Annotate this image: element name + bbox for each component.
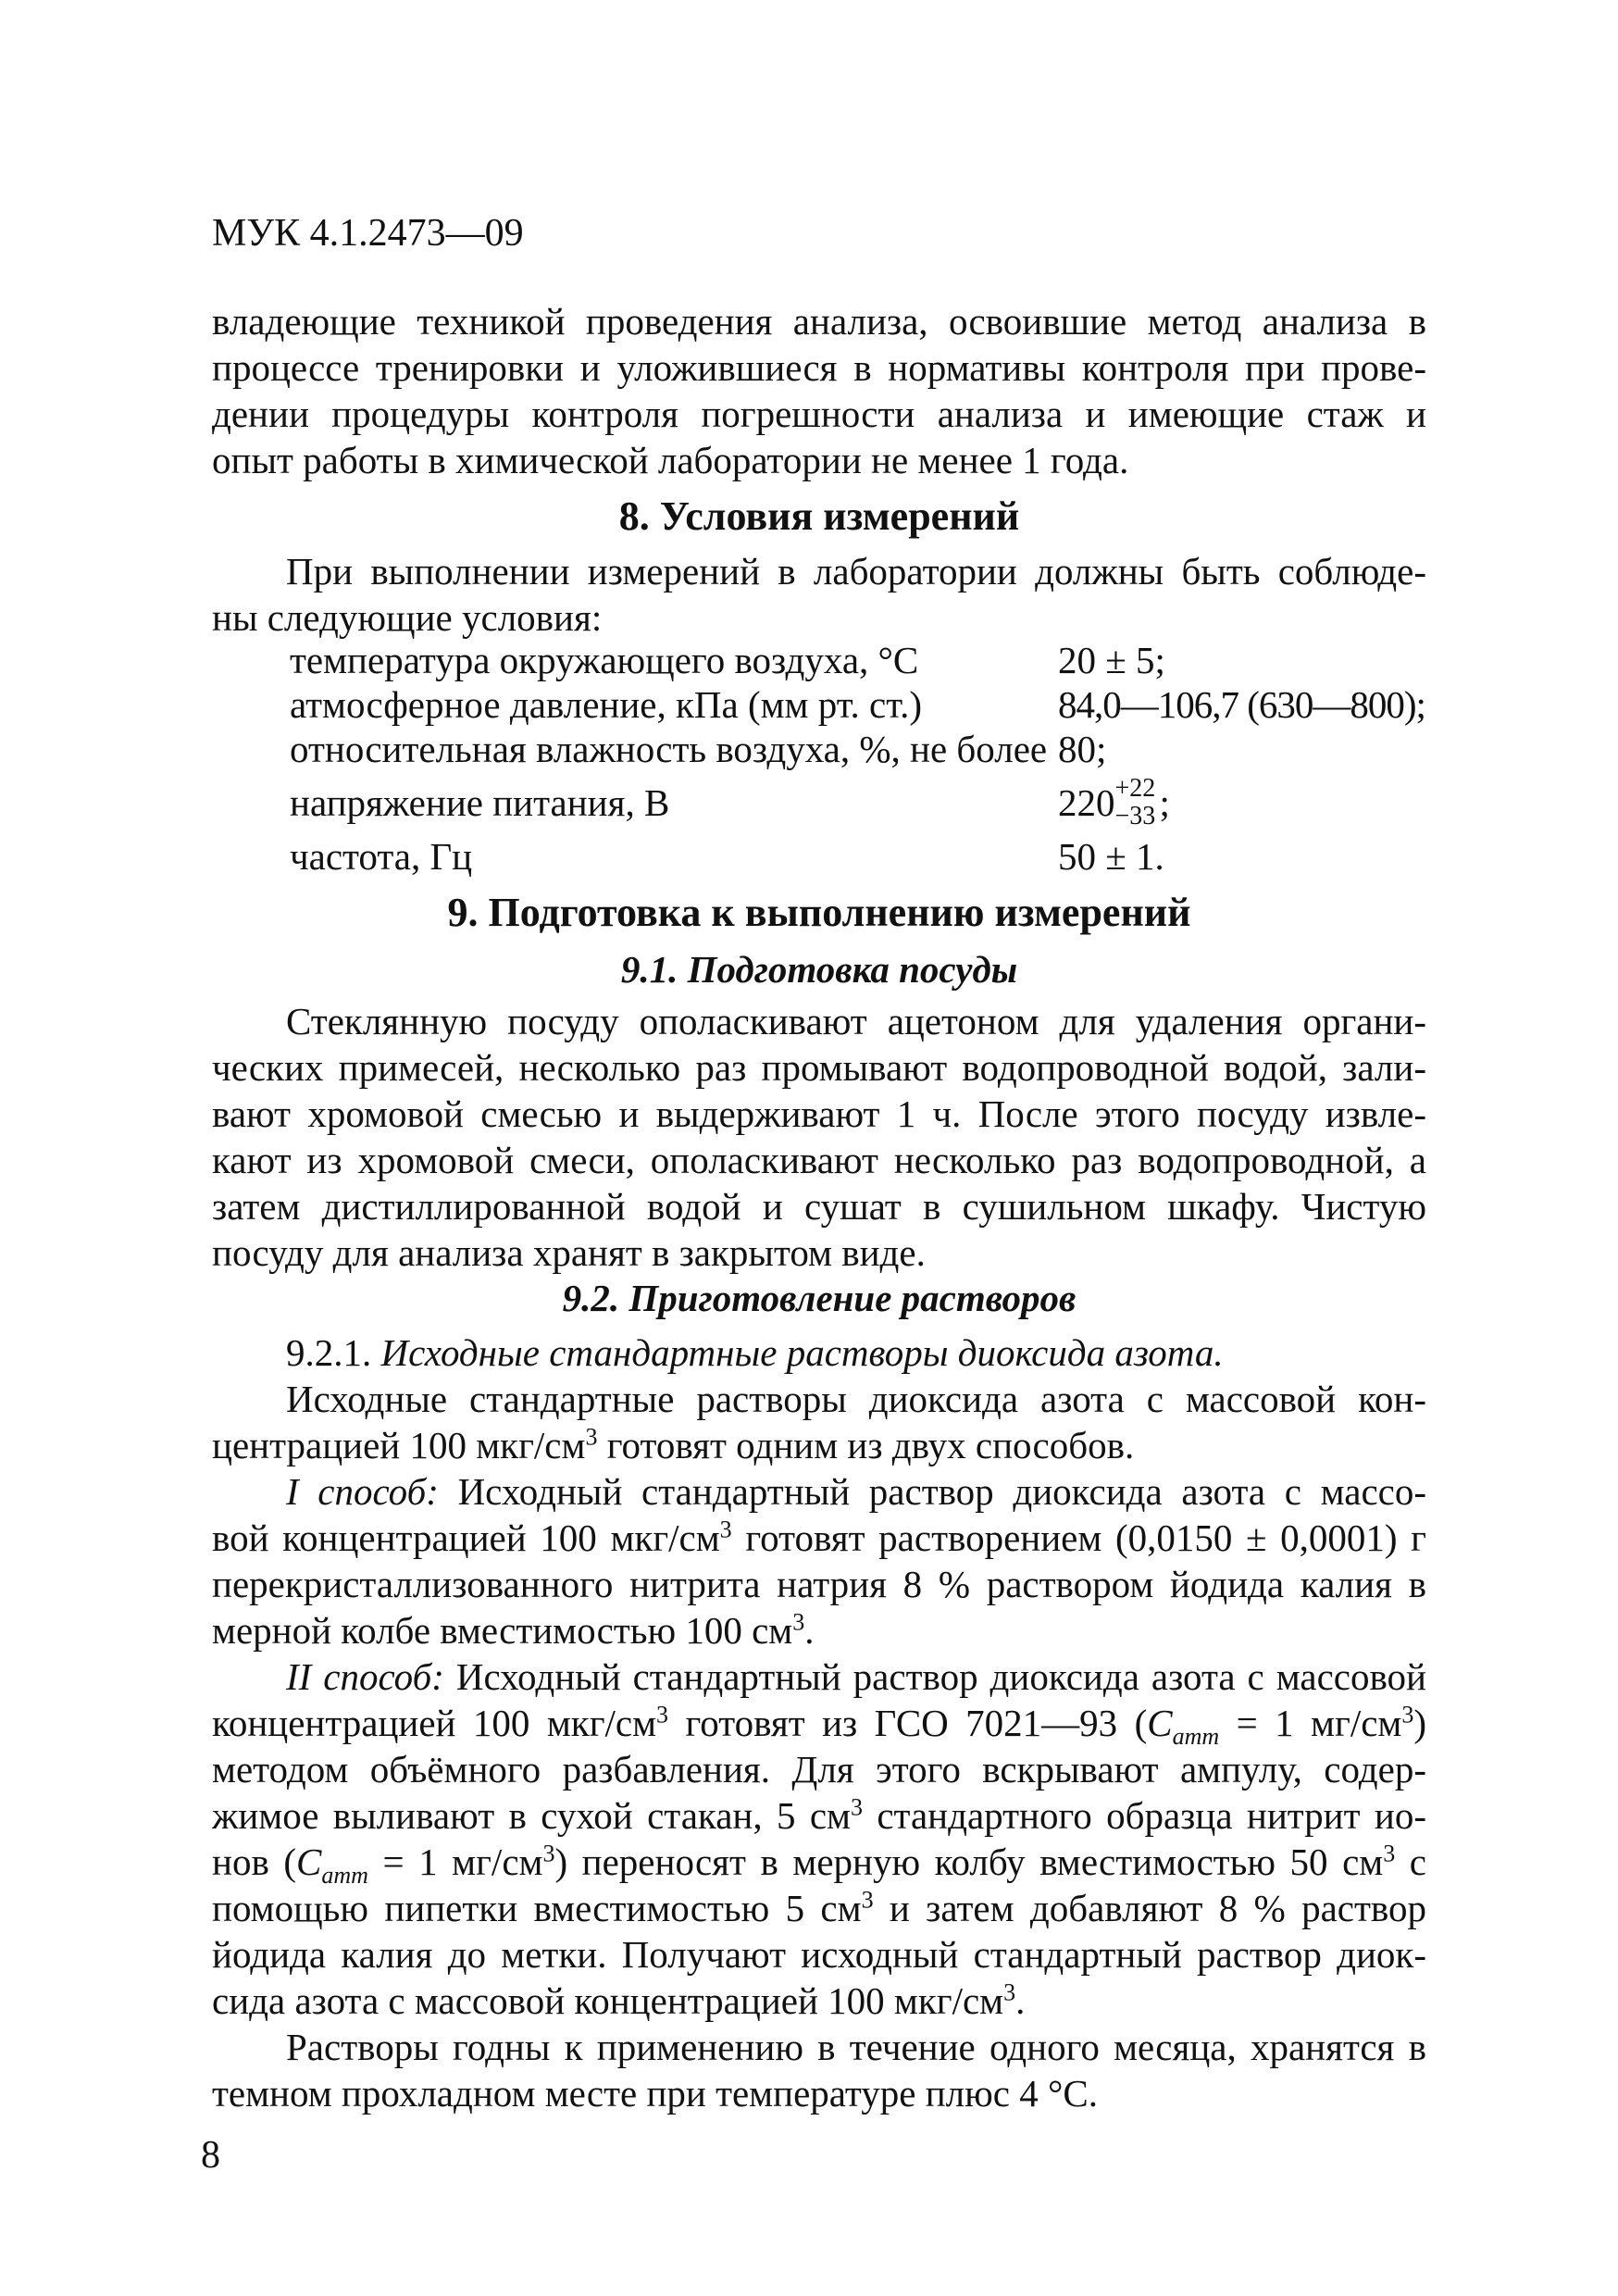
text-line [212, 1839, 1426, 1890]
subsection-9-2-title: 9.2. Приготовление растворов [562, 1277, 1077, 1319]
text-line: ческих примесей, несколько раз промывают водопроводной водой, зали- [212, 1046, 1426, 1089]
superscript: 3 [1003, 1978, 1016, 2006]
subsection-9-1-text [212, 998, 1426, 1276]
text-fragment: = 1 мг/см [367, 1841, 543, 1883]
voltage-tolerance [1114, 773, 1160, 830]
subscript: amm [1172, 1723, 1220, 1751]
page-number: 8 [201, 2134, 220, 2177]
text-fragment: концентрацией 100 мкг/см [212, 1702, 657, 1744]
text-fragment: готовят растворением (0,0150 ± 0,0001) г [731, 1516, 1427, 1559]
text-line [212, 1885, 1426, 1931]
text-fragment: центрацией 100 мкг/см [212, 1424, 586, 1466]
text-line [212, 1515, 1426, 1561]
text-fragment: Исходный стандартный раствор диоксида азота с массо- [438, 1470, 1427, 1513]
subsection-9-2-text [212, 1329, 1426, 2116]
superscript: 3 [861, 1886, 874, 1914]
intro-line: владеющие техникой проведения анализа, освоившие метод анализа в [212, 300, 1426, 343]
intro-line: дении процедуры контроля погрешности анализа и имеющие стаж и [212, 393, 1426, 435]
section-8-title: 8. Условия измерений [618, 493, 1020, 539]
tolerance-lower: −33 [1114, 801, 1156, 830]
method-2-label: II способ: [286, 1655, 444, 1698]
text-line: вают хромовой смесью и выдерживают 1 ч. После этого посуду извле- [212, 1092, 1426, 1135]
text-fragment: жимое выливают в сухой стакан, 5 см [212, 1794, 851, 1837]
text-line [212, 1607, 1426, 1653]
document-header: МУК 4.1.2473—09 [212, 212, 524, 255]
concentration-symbol: C [1147, 1702, 1173, 1744]
concentration-symbol: C [296, 1841, 322, 1883]
subsection-9-1-title: 9.1. Подготовка посуды [620, 948, 1018, 991]
condition-value: 80; [1058, 728, 1107, 770]
condition-value: 84,0—106,7 (630—800); [1058, 683, 1425, 726]
text-line [212, 1792, 1426, 1839]
text-line: темном прохладном месте при температуре плюс 4 °С. [212, 2072, 1098, 2115]
method-1-label: I способ: [286, 1470, 439, 1513]
voltage-value: 220 [1058, 781, 1115, 824]
text-fragment: нов ( [212, 1841, 296, 1883]
text-fragment: сида азота с массовой концентрацией 100 мкг/см [212, 1979, 1004, 2022]
subscript: amm [321, 1862, 368, 1890]
section-9-title: 9. Подготовка к выполнению измерений [447, 890, 1191, 935]
text-fragment: мерной колбе вместимостью 100 см [212, 1609, 793, 1652]
text-line [212, 1468, 1426, 1515]
text-fragment: стандартного образца нитрит ио- [862, 1794, 1426, 1837]
intro-paragraph [212, 298, 1426, 483]
condition-label: напряжение питания, В [290, 781, 670, 824]
section-8-intro-line: ны следующие условия: [212, 596, 603, 639]
text-fragment: = 1 мг/см [1219, 1702, 1402, 1744]
text-line: посуду для анализа хранят в закрытом виде. [212, 1231, 926, 1274]
text-line: Растворы годны к применению в течение одного месяца, хранятся в [286, 2026, 1426, 2068]
text-fragment: ) [1413, 1702, 1427, 1744]
clause-number: 9.2.1. [286, 1331, 372, 1374]
intro-line: опыт работы в химической лаборатории не менее 1 года. [212, 439, 1129, 481]
text-fragment: . [804, 1609, 815, 1652]
text-fragment: Исходный стандартный раствор диоксида азота с массовой [443, 1655, 1426, 1698]
condition-label: частота, Гц [290, 835, 473, 878]
text-line: перекристаллизованного нитрита натрия 8 % раствором йодида калия в [212, 1563, 1426, 1605]
intro-line: процессе тренировки и уложившиеся в нормативы контроля при прове- [212, 346, 1426, 389]
text-line [212, 1329, 1426, 1376]
condition-label: атмосферное давление, кПа (мм рт. ст.) [290, 683, 922, 726]
text-line [212, 1653, 1426, 1700]
text-fragment: готовят одним из двух способов. [597, 1424, 1135, 1466]
section-8-intro-line: При выполнении измерений в лаборатории должны быть соблюде- [286, 550, 1426, 593]
superscript: 3 [1401, 1701, 1414, 1728]
text-line: кают из хромовой смеси, ополаскивают несколько раз водопроводной, а [212, 1139, 1426, 1181]
text-fragment: и затем добавляют 8 % раствор [873, 1887, 1426, 1929]
text-line [212, 1422, 1426, 1468]
text-line: Исходные стандартные растворы диоксида азота с массовой кон- [286, 1378, 1426, 1420]
conditions-list [290, 637, 1438, 878]
text-line [212, 1978, 1426, 2024]
text-fragment: с [1395, 1841, 1426, 1883]
superscript: 3 [585, 1423, 598, 1451]
text-fragment: готовят из ГСО 7021—93 ( [668, 1702, 1148, 1744]
superscript: 3 [792, 1608, 805, 1636]
condition-value-voltage [1058, 773, 1170, 830]
text-line [212, 1700, 1427, 1751]
text-fragment: помощью пипетки вместимостью 5 см [212, 1887, 862, 1929]
superscript: 3 [656, 1701, 669, 1728]
superscript: 3 [1383, 1840, 1396, 1867]
superscript: 3 [850, 1793, 863, 1821]
text-fragment: вой концентрацией 100 мкг/см [212, 1516, 720, 1559]
condition-value: 20 ± 5; [1058, 639, 1165, 681]
superscript: 3 [719, 1516, 732, 1543]
text-line: затем дистиллированной водой и сушат в сушильном шкафу. Чистую [212, 1185, 1426, 1228]
text-line: методом объёмного разбавления. Для этого вскрывают ампулу, содер- [212, 1748, 1426, 1791]
text-fragment: . [1015, 1979, 1026, 2022]
superscript: 3 [542, 1840, 555, 1867]
text-line: йодида калия до метки. Получают исходный стандартный раствор диок- [212, 1933, 1426, 1976]
text-line: Стеклянную посуду ополаскивают ацетоном для удаления органи- [286, 1000, 1426, 1042]
text-fragment: ) переносят в мерную колбу вместимостью 50 см [554, 1841, 1384, 1883]
condition-label: температура окружающего воздуха, °С [290, 639, 919, 681]
voltage-end: ; [1159, 781, 1170, 824]
tolerance-upper: +22 [1114, 773, 1156, 803]
condition-value: 50 ± 1. [1058, 835, 1164, 878]
condition-label: относительная влажность воздуха, %, не более [290, 728, 1048, 770]
clause-title: Исходные стандартные растворы диоксида азота. [380, 1331, 1224, 1374]
section-8-intro [212, 548, 1426, 641]
